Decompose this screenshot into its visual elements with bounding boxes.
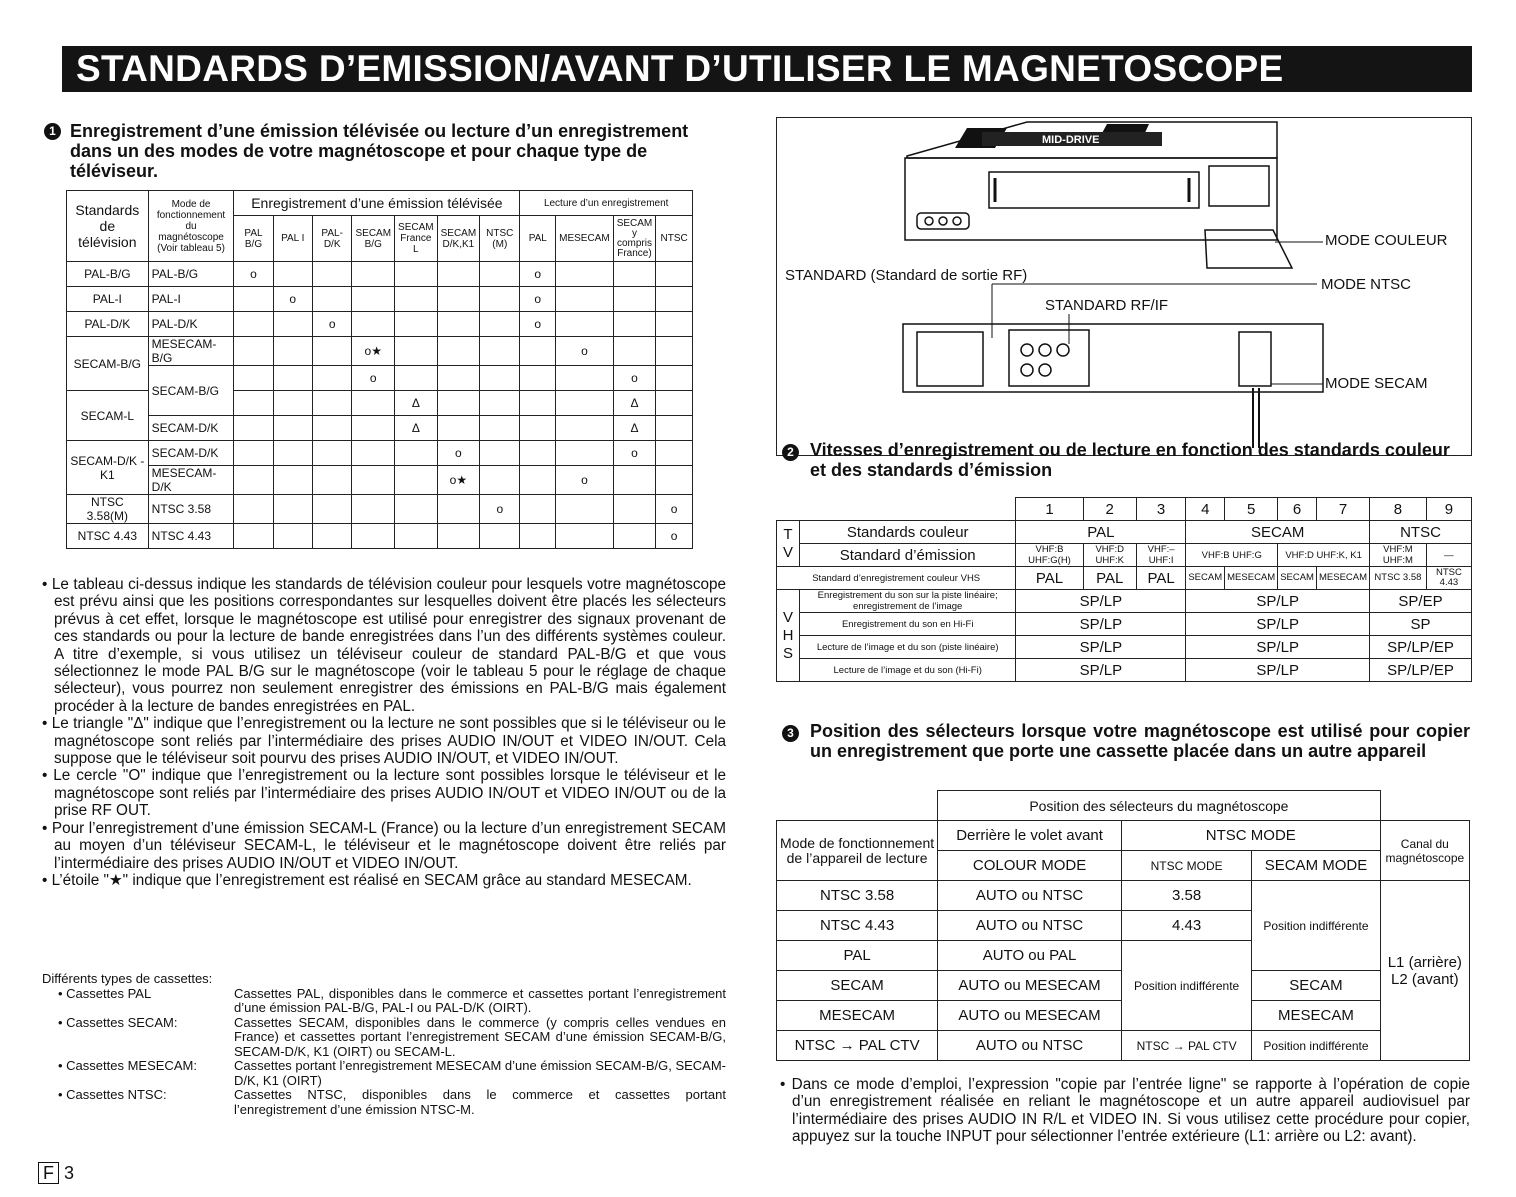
cell-vhs-standard: MESECAM: [1225, 567, 1278, 590]
vcr-figure: [776, 117, 1472, 456]
cell-vhs-standard: PAL: [1136, 567, 1185, 590]
col-number: 7: [1316, 498, 1369, 521]
cell-mark: o: [520, 287, 556, 312]
cell-mark: o: [520, 262, 556, 287]
cell-canal: L1 (arrière) L2 (avant): [1380, 881, 1469, 1061]
cell-mark: [556, 416, 614, 441]
cell-emission: VHF:B UHF:G(H): [1016, 544, 1083, 567]
cassette-item: • Cassettes NTSC: Cassettes NTSC, disponibles dans le commerce et cassettes portant l’enregistrement d’une émission NTSC-M.: [58, 1087, 726, 1117]
cell-mark: [234, 366, 273, 391]
cell-mark: [312, 391, 352, 416]
th-ntsc-mode: NTSC MODE: [1121, 821, 1380, 851]
cell-mode: SECAM-D/K: [148, 441, 234, 466]
cell-mark: [273, 524, 312, 549]
cell-mark: [480, 287, 520, 312]
cell-speed-secam: SP/LP: [1186, 613, 1370, 636]
th-positions: Position des sélecteurs du magnétoscope: [938, 791, 1380, 821]
cell-mark: [312, 441, 352, 466]
vhs-label: V H S: [777, 590, 800, 682]
cell-mark: [613, 312, 656, 337]
cell-secam-indiff: Position indifférente: [1252, 881, 1380, 971]
cell-mark: [395, 312, 438, 337]
cell-mark: [556, 495, 614, 524]
th-standards: Standards de télévision: [67, 191, 149, 262]
row-couleur-label: Standards couleur: [800, 521, 1016, 544]
cell-mark: Δ: [613, 391, 656, 416]
cell-mode: MESECAM: [777, 1001, 938, 1031]
cell-mark: [480, 391, 520, 416]
cell-mark: [556, 441, 614, 466]
th-rec-col: PAL I: [273, 216, 312, 262]
th-canal: Canal du magnétoscope: [1380, 821, 1469, 881]
cell-mark: [312, 287, 352, 312]
cassette-type: Cassettes SECAM:: [66, 1014, 178, 1030]
row-emission-label: Standard d’émission: [800, 544, 1016, 567]
th-play-col: PAL: [520, 216, 556, 262]
cell-mark: [234, 391, 273, 416]
cell-mark: [273, 366, 312, 391]
cell-mark: [556, 524, 614, 549]
cell-mark: o: [556, 466, 614, 495]
cell-mark: [656, 441, 693, 466]
copy-table: [776, 790, 1470, 1061]
note-paragraph: • Dans ce mode d’emploi, l’expression "copie par l’entrée ligne" se rapporte à l’opération de copie d’un enregistrement réalisée en reliant le magnétoscope et un autre appareil audiovisuel par l’intermédiaire des prises AUDIO IN R/L et VIDEO IN. Si vous utilisez cette procédure pour copier, appuyez sur la touche INPUT pour sélectionner l’entrée extérieure (L1: arrière ou L2: avant).: [780, 1076, 1470, 1146]
cell-speed-secam: SP/LP: [1186, 590, 1370, 613]
cell-mode: SECAM: [777, 971, 938, 1001]
cell-mark: [656, 391, 693, 416]
cell-mark: [437, 495, 480, 524]
cell-mark: [352, 441, 395, 466]
cell-mark: [352, 287, 395, 312]
cassette-type: Cassettes PAL: [66, 985, 152, 1001]
note-bullet: • Le cercle "O" indique que l’enregistrement ou la lecture sont possibles lorsque le téléviseur et le magnétoscope sont reliés par l’intermédiaire des prises AUDIO IN/OUT et VIDEO IN/OUT ou de la prise RF OUT.: [42, 767, 726, 820]
cell-mode: NTSC 4.43: [777, 911, 938, 941]
vcr-front-drawing: [905, 122, 1292, 268]
cell-mark: [234, 287, 273, 312]
cell-vhs-standard: NTSC 3.58: [1370, 567, 1427, 590]
label-mode-secam: MODE SECAM: [1325, 375, 1428, 392]
row-vhsrec-label: Standard d’enregistrement couleur VHS: [777, 567, 1016, 590]
cell-mark: [480, 416, 520, 441]
cell-mark: [352, 495, 395, 524]
label-mode-couleur: MODE COULEUR: [1325, 232, 1448, 249]
cell-ntsc-mode: 4.43: [1121, 911, 1251, 941]
cell-mark: [656, 337, 693, 366]
table-row: [67, 524, 693, 549]
cell-speed-pal: SP/LP: [1016, 590, 1186, 613]
cell-speed-ntsc: SP: [1370, 613, 1472, 636]
page-title: STANDARDS D’EMISSION/AVANT D’UTILISER LE MAGNETOSCOPE: [76, 48, 1284, 89]
cell-mark: [352, 391, 395, 416]
cell-vhs-standard: PAL: [1083, 567, 1136, 590]
cell-mark: [395, 287, 438, 312]
sec3-note: [776, 1076, 1470, 1146]
cell-mark: [437, 416, 480, 441]
sec1-heading: Enregistrement d’une émission télévisée ou lecture d’un enregistrement dans un des modes de votre magnétoscope et pour chaque type de téléviseur.: [70, 121, 689, 181]
cell-mark: [273, 337, 312, 366]
cell-mark: [437, 287, 480, 312]
cell-mark: [437, 312, 480, 337]
cell-mark: [480, 466, 520, 495]
cell-mark: [352, 416, 395, 441]
cell-mark: [395, 466, 438, 495]
col-number: 1: [1016, 498, 1083, 521]
cell-mode: SECAM-D/K: [148, 416, 234, 441]
cell-mark: [352, 312, 395, 337]
cassette-item: • Cassettes SECAM: Cassettes SECAM, disponibles dans le commerce (y compris celles vendues en France) et cassettes portant l’enregistrement SECAM d’une émission SECAM-B/G, SECAM-D/K, K1 (OIRT) ou SECAM-L.: [58, 1014, 726, 1059]
table-row: [777, 613, 1472, 636]
th-rec-col: NTSC (M): [480, 216, 520, 262]
cell-mark: [352, 262, 395, 287]
label-standard-rfif: STANDARD RF/IF: [1045, 297, 1169, 314]
th-playback-mode: Mode de fonctionnement de l’appareil de lecture: [777, 821, 938, 881]
cell-ntsc-mode: NTSC → PAL CTV: [1121, 1031, 1251, 1061]
cell-mark: [520, 441, 556, 466]
cell-mark: Δ: [613, 416, 656, 441]
col-number: 4: [1186, 498, 1225, 521]
cell-secam-mode: Position indifférente: [1252, 1031, 1380, 1061]
cell-mark: o: [556, 337, 614, 366]
cell-mark: o: [656, 495, 693, 524]
cell-mark: [480, 312, 520, 337]
th-recording: Enregistrement d’une émission télévisée: [234, 191, 520, 216]
cell-speed-secam: SP/LP: [1186, 636, 1370, 659]
language-marker: F: [38, 1162, 59, 1184]
sec2-number-badge: 2: [782, 443, 799, 461]
cell-secam-mode: MESECAM: [1252, 1001, 1380, 1031]
cell-colour-mode: AUTO ou MESECAM: [938, 971, 1122, 1001]
cell-mark: [312, 337, 352, 366]
table-row: [67, 287, 693, 312]
table-row: [67, 312, 693, 337]
cell-mark: o: [437, 441, 480, 466]
cell-mark: Δ: [395, 391, 438, 416]
cell-mark: [234, 441, 273, 466]
brand-text: MID-DRIVE: [1042, 134, 1100, 146]
cell-mark: [613, 262, 656, 287]
note-bullet: • Le tableau ci-dessus indique les standards de télévision couleur pour lesquels votre magnétoscope est prévu ainsi que les positions correspondantes sur lesquelles doivent être placés les sélecteurs prévus à cet effet, lorsque le magnétoscope est utilisé pour enregistrer des signaux provenant de ces standards ou pour la lecture de bande enregistrées dans l’un des différents systèmes couleur. A titre d’exemple, si vous utilisez un téléviseur couleur de standard PAL-B/G et que vous sélectionnez le mode PAL B/G sur le magnétoscope (voir le tableau 5 pour le réglage de chaque sélecteur), vous pourrez non seulement enregistrer des émissions en PAL-B/G mais également procéder à la lecture de bandes enregistrées en PAL.: [42, 576, 726, 715]
cell-mark: [273, 391, 312, 416]
cell-secam: SECAM: [1186, 521, 1370, 544]
th-play-col: SECAM y compris France): [613, 216, 656, 262]
th-playback: Lecture d’un enregistrement: [520, 191, 693, 216]
cell-mark: [656, 366, 693, 391]
cell-mark: [556, 366, 614, 391]
cassette-type: Cassettes MESECAM:: [66, 1058, 197, 1073]
cell-mark: [273, 416, 312, 441]
cell-mark: [395, 337, 438, 366]
cassette-desc: Cassettes PAL, disponibles dans le commerce et cassettes portant l’enregistrement d’une émission PAL-B/G, PAL-I ou PAL-D/K (OIRT).: [234, 985, 726, 1015]
cell-vhs-standard: PAL: [1016, 567, 1083, 590]
cell-mark: o★: [352, 337, 395, 366]
cell-standard: NTSC 3.58(M): [67, 495, 149, 524]
cell-mark: [395, 524, 438, 549]
cell-colour-mode: AUTO ou NTSC: [938, 1031, 1122, 1061]
title-banner: [62, 46, 1472, 92]
cell-mark: [395, 441, 438, 466]
th-rec-col: PAL- D/K: [312, 216, 352, 262]
note-bullet: • Le triangle "Δ" indique que l’enregistrement ou la lecture ne sont possibles que si le téléviseur ou le magnétoscope sont reliés par l’intermédiaire des prises AUDIO IN/OUT et VIDEO IN/OUT. Cela suppose que le téléviseur soit pourvu des prises AUDIO IN/OUT, et VIDEO IN/OUT.: [42, 715, 726, 768]
label-standard: STANDARD (Standard de sortie RF): [785, 267, 1028, 284]
table-row: [777, 881, 1470, 911]
th-rec-col: SECAM B/G: [352, 216, 395, 262]
sec1-number-badge: 1: [44, 122, 61, 140]
cell-colour-mode: AUTO ou PAL: [938, 941, 1122, 971]
th-volet: Derrière le volet avant: [938, 821, 1122, 851]
cell-mark: [520, 366, 556, 391]
cell-mode: NTSC 4.43: [148, 524, 234, 549]
cell-mark: [273, 466, 312, 495]
col-number: 9: [1426, 498, 1471, 521]
cell-mark: Δ: [395, 416, 438, 441]
th-secam-mode: SECAM MODE: [1252, 851, 1380, 881]
cassette-desc: Cassettes SECAM, disponibles dans le commerce (y compris celles vendues en France) et cassettes portant l’enregistrement SECAM d’une émission SECAM-B/G, SECAM-D/K, K1 (OIRT) ou SECAM-L.: [234, 1014, 726, 1059]
table-row: [67, 495, 693, 524]
cell-mark: [656, 466, 693, 495]
cell-mode: PAL-B/G: [148, 262, 234, 287]
cell-standard: SECAM-D/K -K1: [67, 441, 149, 495]
cassette-item: • Cassettes MESECAM: Cassettes portant l’enregistrement MESECAM d’une émission SECAM-B/G, SECAM-D/K, K1 (OIRT): [58, 1058, 727, 1088]
row-label: Lecture de l’image et du son (Hi-Fi): [800, 659, 1016, 682]
cell-secam-mode: SECAM: [1252, 971, 1380, 1001]
table-row: [67, 337, 693, 366]
table-row: [67, 262, 693, 287]
cell-mode: PAL: [777, 941, 938, 971]
standards-table: [66, 190, 693, 549]
note-bullet: • Pour l’enregistrement d’une émission SECAM-L (France) ou la lecture d’un enregistrement SECAM au moyen d’un téléviseur SECAM-L, le téléviseur et le magnétoscope doivent être reliés par l’intermédiaire des prises AUDIO IN/OUT et VIDEO IN/OUT.: [42, 819, 726, 872]
cell-standard: PAL-D/K: [67, 312, 149, 337]
cell-speed-pal: SP/LP: [1016, 636, 1186, 659]
cassette-type: Cassettes NTSC:: [66, 1087, 167, 1102]
cell-mark: o: [520, 312, 556, 337]
cell-emission: VHF:B UHF:G: [1186, 544, 1278, 567]
cell-pal: PAL: [1016, 521, 1186, 544]
cell-speed-secam: SP/LP: [1186, 659, 1370, 682]
cell-mark: o: [234, 262, 273, 287]
table-row: [67, 366, 693, 391]
col-number: 2: [1083, 498, 1136, 521]
cell-mark: [480, 366, 520, 391]
th-play-col: NTSC: [656, 216, 693, 262]
col-number: 6: [1278, 498, 1317, 521]
cell-standard: NTSC 4.43: [67, 524, 149, 549]
cell-speed-pal: SP/LP: [1016, 659, 1186, 682]
cell-mark: [520, 524, 556, 549]
row-label: Enregistrement du son en Hi-Fi: [800, 613, 1016, 636]
cell-colour-mode: AUTO ou MESECAM: [938, 1001, 1122, 1031]
cell-mark: o: [613, 366, 656, 391]
speeds-table: [776, 497, 1472, 682]
cell-mark: [273, 262, 312, 287]
cell-mode: NTSC → PAL CTV: [777, 1031, 938, 1061]
cell-ntsc-indiff: Position indifférente: [1121, 941, 1251, 1031]
cell-standard: SECAM-B/G: [67, 337, 149, 391]
cell-mark: [556, 312, 614, 337]
cell-mark: [437, 524, 480, 549]
cassette-desc: Cassettes NTSC, disponibles dans le commerce et cassettes portant l’enregistrement d’une émission NTSC-M.: [234, 1087, 726, 1117]
cell-mark: [234, 524, 273, 549]
cell-speed-ntsc: SP/EP: [1370, 590, 1472, 613]
cell-mark: [312, 416, 352, 441]
cell-mark: [273, 312, 312, 337]
cell-mark: [395, 495, 438, 524]
cell-emission: VHF:D UHF:K: [1083, 544, 1136, 567]
cell-speed-ntsc: SP/LP/EP: [1370, 659, 1472, 682]
cell-standard: PAL-B/G: [67, 262, 149, 287]
th-mode: Mode de fonctionnement du magnétoscope (Voir tableau 5): [148, 191, 234, 262]
cell-standard: SECAM-L: [67, 391, 149, 441]
cell-mark: [520, 466, 556, 495]
cell-mark: o★: [437, 466, 480, 495]
cell-mark: [480, 524, 520, 549]
row-label: Lecture de l’image et du son (piste linéaire): [800, 636, 1016, 659]
sec1-notes: [38, 576, 726, 889]
th-play-col: MESECAM: [556, 216, 614, 262]
cell-mark: [520, 337, 556, 366]
table-row: [67, 466, 693, 495]
sec2-heading: Vitesses d’enregistrement ou de lecture en fonction des standards couleur et des standards d’émission: [810, 440, 1450, 480]
cell-mark: [273, 495, 312, 524]
col-number: 5: [1225, 498, 1278, 521]
cell-mark: [556, 262, 614, 287]
page-number: 3: [64, 1163, 75, 1183]
cell-mark: [556, 287, 614, 312]
th-rec-col: SECAM D/K,K1: [437, 216, 480, 262]
cell-vhs-standard: NTSC 4.43: [1426, 567, 1471, 590]
th-ntsc-mode-sub: NTSC MODE: [1121, 851, 1251, 881]
cell-mark: [656, 287, 693, 312]
cell-speed-pal: SP/LP: [1016, 613, 1186, 636]
cell-mark: [656, 416, 693, 441]
th-colour-mode: COLOUR MODE: [938, 851, 1122, 881]
cell-mode: NTSC 3.58: [777, 881, 938, 911]
vcr-rear-drawing: [903, 324, 1323, 448]
cell-mark: [613, 466, 656, 495]
cell-mark: [520, 416, 556, 441]
cell-mark: [437, 337, 480, 366]
table-row: [67, 441, 693, 466]
cell-mode: SECAM-B/G: [148, 366, 234, 416]
cell-mark: o: [352, 366, 395, 391]
cell-mark: [556, 391, 614, 416]
cell-mark: [234, 312, 273, 337]
cell-mode: PAL-D/K: [148, 312, 234, 337]
cell-mode: PAL-I: [148, 287, 234, 312]
cell-mark: o: [273, 287, 312, 312]
cell-mark: [613, 287, 656, 312]
cassette-item: • Cassettes PAL Cassettes PAL, disponibles dans le commerce et cassettes portant l’enregistrement d’une émission PAL-B/G, PAL-I ou PAL-D/K (OIRT).: [58, 985, 726, 1015]
table-row: [777, 1031, 1470, 1061]
th-rec-col: SECAM France L: [395, 216, 438, 262]
cell-mark: o: [656, 524, 693, 549]
cell-mark: [395, 262, 438, 287]
cell-mark: [312, 466, 352, 495]
cell-mark: [613, 495, 656, 524]
cell-mark: [520, 495, 556, 524]
cassettes-title: Différents types de cassettes:: [42, 971, 213, 986]
sec3-heading: Position des sélecteurs lorsque votre magnétoscope est utilisé pour copier un enregistrement que porte une cassette placée dans un autre appareil: [810, 721, 1470, 761]
cell-mode: MESECAM-B/G: [148, 337, 234, 366]
cell-colour-mode: AUTO ou NTSC: [938, 881, 1122, 911]
cell-mark: [312, 366, 352, 391]
cell-mark: [480, 337, 520, 366]
cell-mark: [234, 466, 273, 495]
col-number: 3: [1136, 498, 1185, 521]
cell-mode: MESECAM-D/K: [148, 466, 234, 495]
table-row: [777, 659, 1472, 682]
cell-mark: [437, 391, 480, 416]
col-number: 8: [1370, 498, 1427, 521]
table-row: [67, 416, 693, 441]
th-rec-col: PAL B/G: [234, 216, 273, 262]
cell-mark: [480, 262, 520, 287]
cell-mark: o: [480, 495, 520, 524]
cell-mark: [352, 466, 395, 495]
cell-emission: VHF:– UHF:I: [1136, 544, 1185, 567]
cell-mark: [520, 391, 556, 416]
sec3-number-badge: 3: [782, 724, 799, 742]
cell-mark: [273, 441, 312, 466]
cell-mark: [234, 495, 273, 524]
cell-mark: [352, 524, 395, 549]
table-row: [777, 590, 1472, 613]
cell-standard: PAL-I: [67, 287, 149, 312]
cell-mark: [312, 495, 352, 524]
cell-mark: o: [613, 441, 656, 466]
cell-mark: [312, 524, 352, 549]
cell-ntsc-mode: 3.58: [1121, 881, 1251, 911]
cell-vhs-standard: MESECAM: [1316, 567, 1369, 590]
cell-mark: [437, 262, 480, 287]
cell-mark: [613, 524, 656, 549]
cell-vhs-standard: SECAM: [1278, 567, 1317, 590]
cell-mark: [613, 337, 656, 366]
cell-mark: [312, 262, 352, 287]
cell-emission: —: [1426, 544, 1471, 567]
cell-mark: [437, 366, 480, 391]
cell-mark: o: [312, 312, 352, 337]
table-row: [777, 636, 1472, 659]
cell-mark: [656, 262, 693, 287]
cell-speed-ntsc: SP/LP/EP: [1370, 636, 1472, 659]
cell-emission: VHF:M UHF:M: [1370, 544, 1427, 567]
row-label: Enregistrement du son sur la piste linéaire; enregistrement de l’image: [800, 590, 1016, 613]
tv-label: T V: [777, 521, 800, 567]
cell-ntsc: NTSC: [1370, 521, 1472, 544]
cell-emission: VHF:D UHF:K, K1: [1278, 544, 1370, 567]
cassette-types: [38, 972, 726, 1117]
cell-mark: [656, 312, 693, 337]
cell-mark: [395, 366, 438, 391]
cell-colour-mode: AUTO ou NTSC: [938, 911, 1122, 941]
cassette-desc: Cassettes portant l’enregistrement MESECAM d’une émission SECAM-B/G, SECAM-D/K, K1 (OIRT): [234, 1058, 727, 1088]
cell-mark: [234, 416, 273, 441]
label-mode-ntsc: MODE NTSC: [1321, 276, 1411, 293]
cell-vhs-standard: SECAM: [1186, 567, 1225, 590]
cell-mark: [234, 337, 273, 366]
cell-mark: [480, 441, 520, 466]
note-bullet: • L’étoile "★" indique que l’enregistrement est réalisé en SECAM grâce au standard MESECAM.: [42, 871, 692, 889]
page-footer: [38, 1162, 74, 1184]
cell-mode: NTSC 3.58: [148, 495, 234, 524]
